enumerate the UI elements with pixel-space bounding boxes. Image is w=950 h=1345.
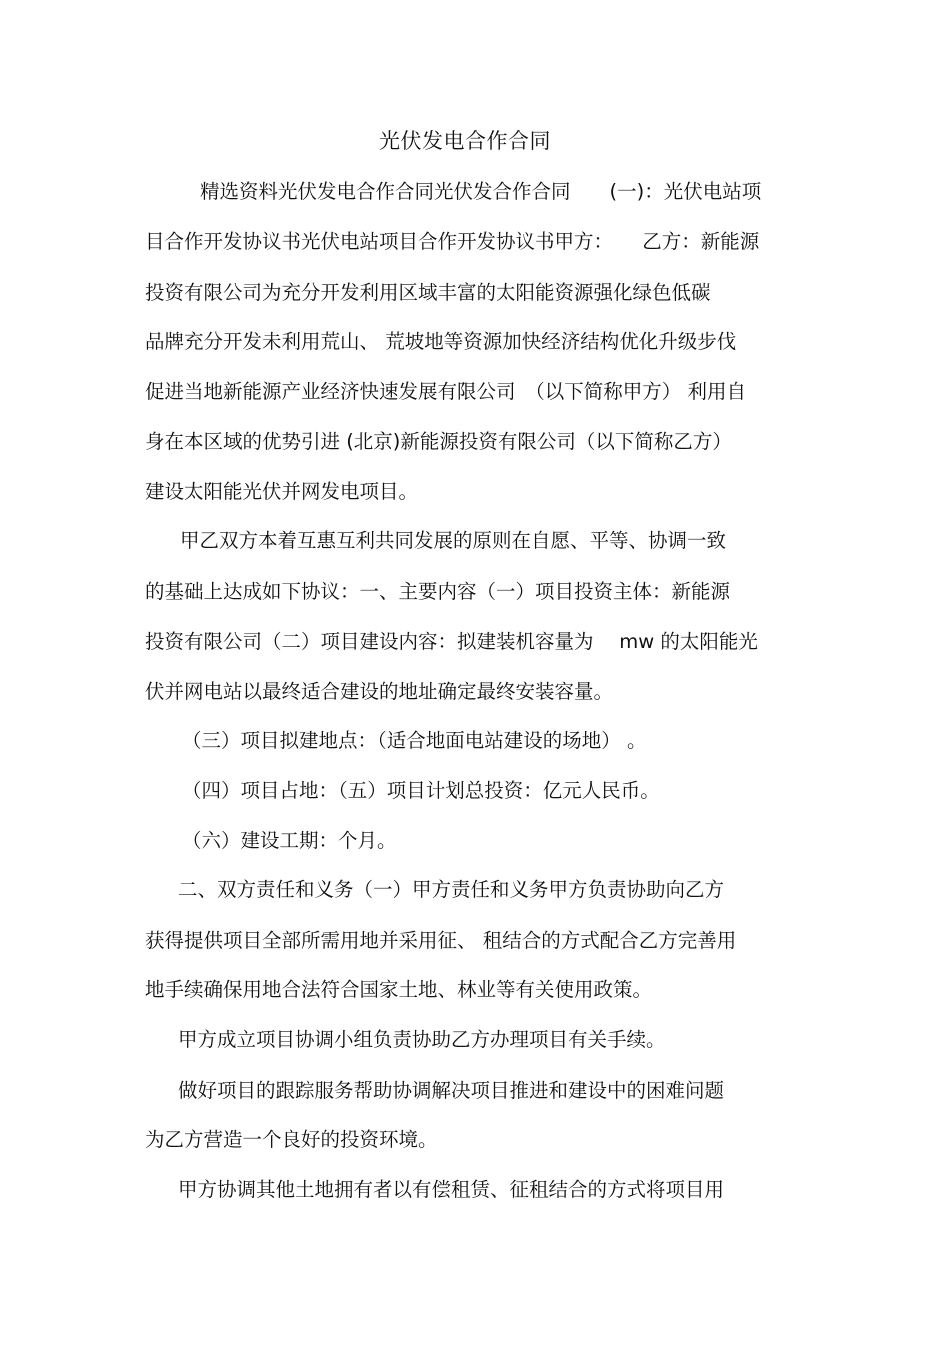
text-line: 做好项目的跟踪服务帮助协调解决项目推进和建设中的困难问题 [178,1079,725,1102]
text-line: （四）项目占地：（五）项目计划总投资：亿元人民币。 [182,779,660,802]
text-line: 甲乙双方本着互惠互利共同发展的原则在自愿、平等、协调一致 [180,529,727,552]
text-line: 建设太阳能光伏并网发电项目。 [145,480,419,503]
text-line: 促进当地新能源产业经济快速发展有限公司 （以下简称甲方） 利用自 [145,380,746,403]
text-line: 精选资料光伏发电合作合同光伏发合作合同 (一)：光伏电站项 [200,180,762,203]
text-line: 投资有限公司为充分开发利用区域丰富的太阳能资源强化绿色低碳 [145,281,711,304]
text-line: 的基础上达成如下协议：一、主要内容（一）项目投资主体：新能源 [145,580,731,603]
text-line: 身在本区域的优势引进 (北京)新能源投资有限公司（以下简称乙方） [145,430,732,453]
text-line: 二、双方责任和义务（一）甲方责任和义务甲方负责协助向乙方 [178,878,725,901]
text-line: （六）建设工期：个月。 [182,829,397,852]
text-line: 地手续确保用地合法符合国家土地、林业等有关使用政策。 [145,978,653,1001]
text-line: 品牌充分开发未利用荒山、 荒坡地等资源加快经济结构优化升级步伐 [145,330,737,353]
text-line: 投资有限公司（二）项目建设内容：拟建装机容量为 mw 的太阳能光 [145,630,758,653]
text-line: 为乙方营造一个良好的投资环境。 [145,1128,438,1151]
text-line: 伏并网电站以最终适合建设的地址确定最终安装容量。 [145,680,614,703]
text-line: 甲方成立项目协调小组负责协助乙方办理项目有关手续。 [178,1028,666,1051]
text-line: （三）项目拟建地点：（适合地面电站建设的场地） 。 [182,729,647,752]
text-line: 获得提供项目全部所需用地并采用征、 租结合的方式配合乙方完善用 [145,929,737,952]
document-title: 光伏发电合作合同 [379,129,551,153]
text-line: 目合作开发协议书光伏电站项目合作开发协议书甲方： 乙方：新能源 [145,230,760,253]
text-line: 甲方协调其他土地拥有者以有偿租赁、征租结合的方式将项目用 [178,1178,725,1201]
